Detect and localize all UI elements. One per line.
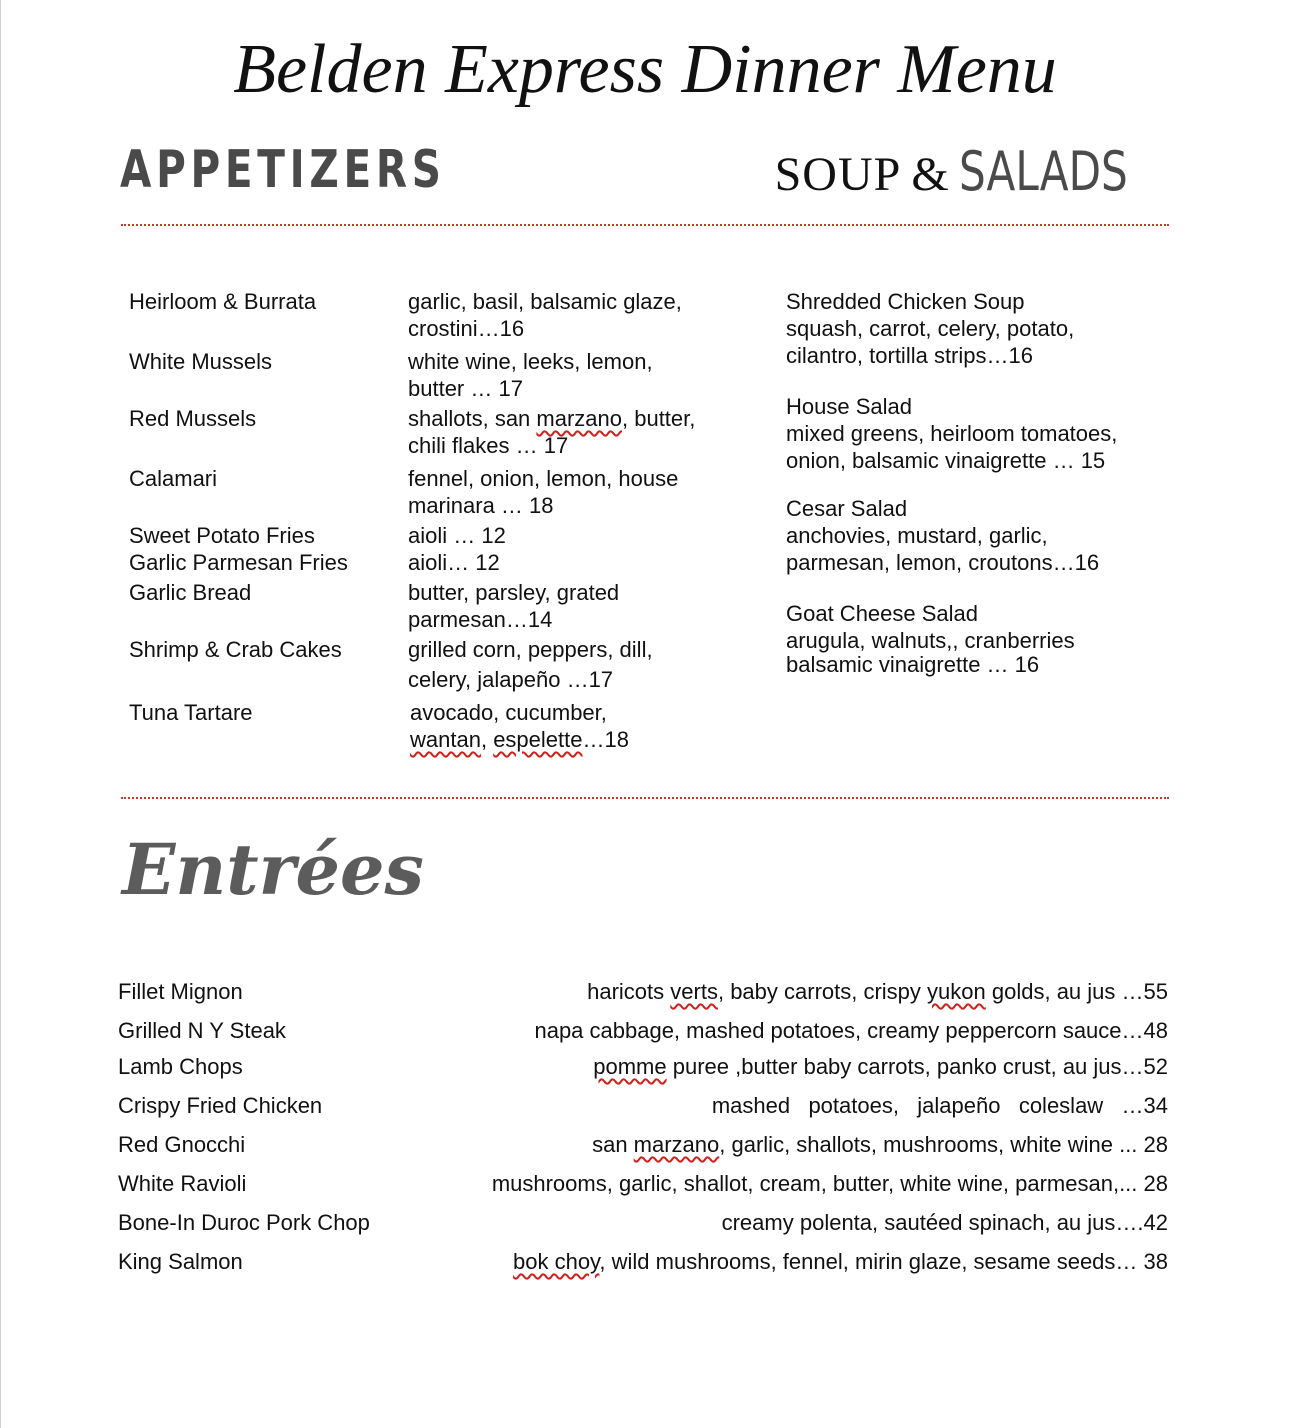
spellcheck-word: wantan: [410, 727, 481, 752]
spellcheck-word: marzano: [536, 406, 622, 431]
salad-desc: onion, balsamic vinaigrette … 15: [786, 448, 1106, 473]
appetizer-desc: butter, parsley, grated: [408, 580, 620, 605]
appetizer-name: Heirloom & Burrata: [129, 289, 317, 314]
salad-desc: arugula, walnuts,, cranberries: [786, 628, 1075, 653]
spellcheck-word: marzano: [633, 1132, 720, 1157]
entree-name: Fillet Mignon: [118, 979, 243, 1004]
appetizer-name: Garlic Parmesan Fries: [129, 550, 348, 575]
salad-desc: mixed greens, heirloom tomatoes,: [786, 421, 1118, 446]
salad-desc: squash, carrot, celery, potato,: [786, 316, 1075, 341]
desc-part: , wild mushrooms, fennel, mirin glaze, sesame seeds… 38: [599, 1249, 1168, 1274]
salad-desc: balsamic vinaigrette … 16: [786, 652, 1040, 677]
appetizer-name: Sweet Potato Fries: [129, 523, 315, 548]
appetizer-name: Shrimp & Crab Cakes: [129, 637, 342, 662]
entrees-heading: Entrées: [122, 828, 424, 911]
entree-desc: [592, 1131, 1168, 1158]
appetizer-desc: celery, jalapeño …17: [408, 667, 614, 692]
appetizer-desc: butter … 17: [408, 376, 523, 401]
desc-part: , butter,: [622, 406, 696, 431]
appetizer-desc: aioli… 12: [408, 550, 500, 575]
appetizer-desc: chili flakes … 17: [408, 433, 569, 458]
appetizer-name: White Mussels: [129, 349, 273, 374]
entree-desc: [587, 978, 1168, 1005]
entree-desc: [513, 1248, 1168, 1275]
appetizer-desc: marinara … 18: [408, 493, 554, 518]
appetizer-name: Calamari: [129, 466, 218, 491]
soup-word: SOUP: [774, 148, 902, 201]
soup-salads-heading: [775, 140, 1145, 203]
section-divider-bottom: [121, 797, 1169, 799]
salad-desc: parmesan, lemon, croutons…16: [786, 550, 1100, 575]
desc-part: …18: [582, 727, 629, 752]
entree-name: Bone-In Duroc Pork Chop: [118, 1210, 370, 1235]
appetizer-name: Garlic Bread: [129, 580, 252, 605]
entree-name: Crispy Fried Chicken: [118, 1093, 323, 1118]
desc-part: ,: [480, 727, 494, 752]
appetizer-name: Tuna Tartare: [129, 700, 253, 725]
spellcheck-word: verts: [670, 979, 718, 1004]
desc-part: shallots, san: [408, 406, 537, 431]
appetizer-desc: aioli … 12: [408, 523, 506, 548]
desc-part: haricots: [587, 979, 671, 1004]
spellcheck-word: bok choy: [513, 1249, 600, 1274]
appetizer-desc: [408, 405, 695, 432]
appetizer-desc: crostini…16: [408, 316, 525, 341]
appetizer-desc: [410, 726, 629, 753]
appetizer-desc: grilled corn, peppers, dill,: [408, 637, 653, 662]
spellcheck-word: yukon: [927, 979, 986, 1004]
entree-name: Red Gnocchi: [118, 1132, 246, 1157]
entree-desc: mushrooms, garlic, shallot, cream, butter, white wine, parmesan,... 28: [491, 1171, 1168, 1196]
entree-desc: napa cabbage, mashed potatoes, creamy peppercorn sauce…48: [534, 1018, 1168, 1043]
salad-desc: cilantro, tortilla strips…16: [786, 343, 1033, 368]
entree-name: King Salmon: [118, 1249, 243, 1274]
entree-name: Grilled N Y Steak: [118, 1018, 286, 1043]
salad-name: Goat Cheese Salad: [786, 601, 979, 626]
salads-word: SALADS: [958, 140, 1128, 203]
page-edge: [0, 0, 1, 1428]
desc-part: golds, au jus …55: [985, 979, 1168, 1004]
section-divider-top: [121, 224, 1169, 226]
entree-name: White Ravioli: [118, 1171, 247, 1196]
desc-part: , baby carrots, crispy: [717, 979, 928, 1004]
entree-name: Lamb Chops: [118, 1054, 243, 1079]
appetizer-name: Red Mussels: [129, 406, 257, 431]
entree-desc: [593, 1053, 1168, 1080]
appetizer-desc: garlic, basil, balsamic glaze,: [408, 289, 682, 314]
ampersand: &: [911, 148, 949, 201]
appetizer-desc: avocado, cucumber,: [410, 700, 607, 725]
spellcheck-word: pomme: [593, 1054, 667, 1079]
appetizer-desc: fennel, onion, lemon, house: [408, 466, 679, 491]
spellcheck-word: espelette: [493, 727, 583, 752]
menu-title: Belden Express Dinner Menu: [233, 31, 1057, 108]
entree-desc: creamy polenta, sautéed spinach, au jus….42: [721, 1210, 1168, 1235]
entree-desc: mashed potatoes, jalapeño coleslaw …34: [711, 1093, 1168, 1118]
salad-name: House Salad: [786, 394, 912, 419]
desc-part: puree ,butter baby carrots, panko crust, au jus…52: [666, 1054, 1168, 1079]
appetizer-desc: white wine, leeks, lemon,: [408, 349, 653, 374]
appetizer-desc: parmesan…14: [408, 607, 553, 632]
appetizers-heading: APPETIZERS: [120, 140, 446, 200]
salad-name: Shredded Chicken Soup: [786, 289, 1025, 314]
desc-part: , garlic, shallots, mushrooms, white wine ... 28: [719, 1132, 1168, 1157]
salad-desc: anchovies, mustard, garlic,: [786, 523, 1048, 548]
salad-name: Cesar Salad: [786, 496, 908, 521]
desc-part: san: [592, 1132, 634, 1157]
